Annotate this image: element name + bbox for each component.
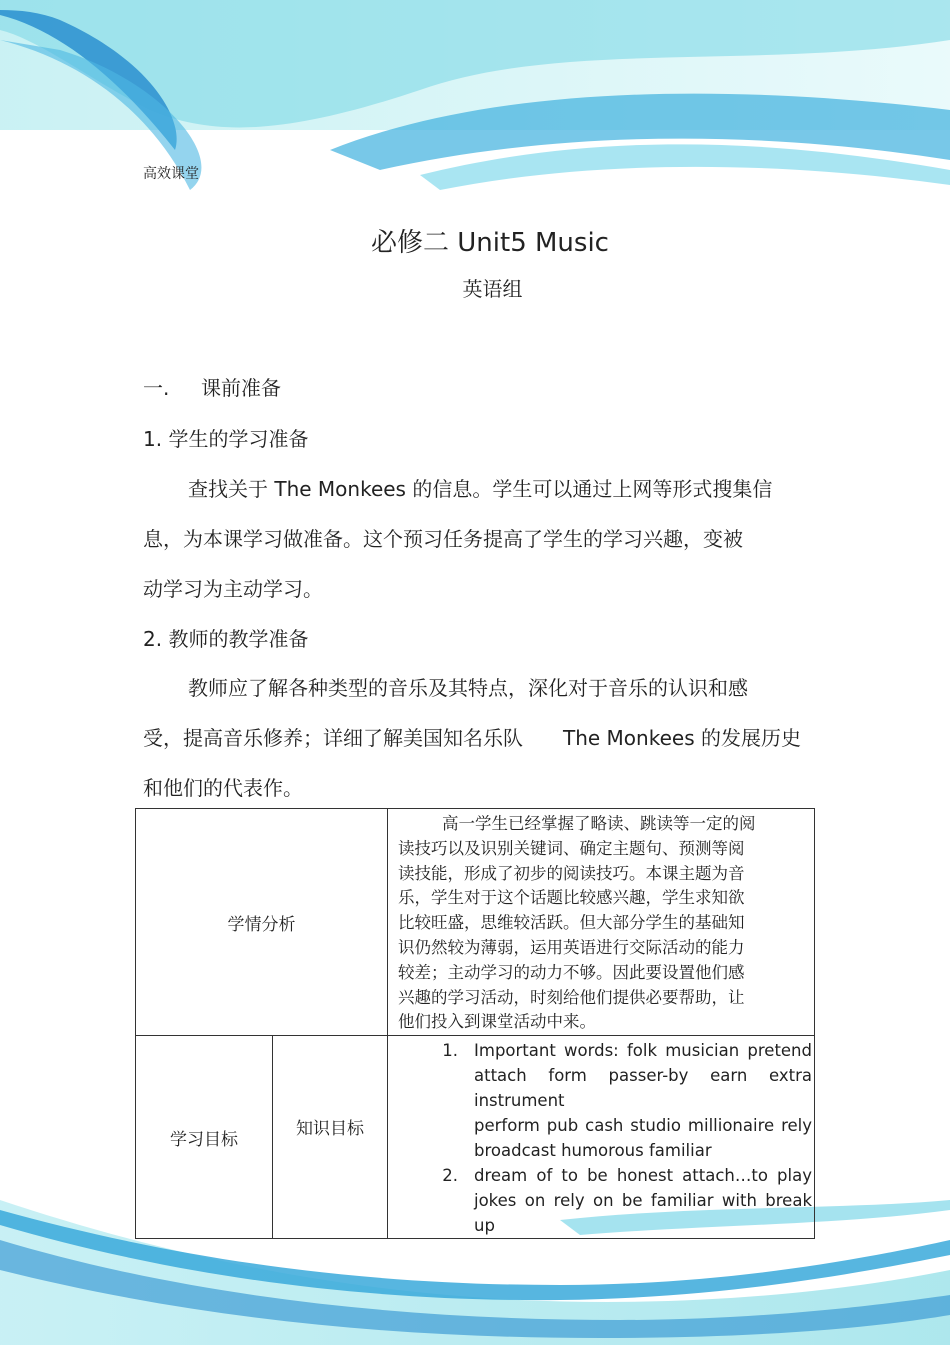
student-analysis-label: 学情分析: [136, 809, 388, 1036]
text-line: 高一学生已经掌握了略读、跳读等一定的阅: [442, 814, 756, 833]
sub-heading-1: 1. 学生的学习准备: [143, 427, 309, 451]
page-subtitle: 英语组: [462, 277, 523, 301]
text-line: dream of to be honest attach…to play: [474, 1166, 812, 1186]
text-line: attach form passer-by earn extra instrument: [474, 1066, 812, 1111]
paragraph-line: 教师应了解各种类型的音乐及其特点，深化对于音乐的认识和感: [188, 676, 748, 700]
paragraph-line: 息，为本课学习做准备。这个预习任务提高了学生的学习兴趣，变被: [143, 527, 743, 551]
table-row: [136, 1036, 815, 1239]
learning-goal-label: 学习目标: [136, 1036, 273, 1239]
text-line: 兴趣的学习活动，时刻给他们提供必要帮助，让: [398, 987, 745, 1007]
text-line: 读技巧以及识别关键词、确定主题句、预测等阅: [398, 838, 745, 858]
list-item-number: 2.: [442, 1166, 458, 1186]
text-line: up: [474, 1216, 495, 1236]
text-line: 读技能，形成了初步的阅读技巧。本课主题为音: [398, 863, 745, 883]
sub-heading-2: 2. 教师的教学准备: [143, 627, 309, 651]
list-item-number: 1.: [442, 1041, 458, 1061]
text-line: 乐，学生对于这个话题比较感兴趣，学生求知欲: [398, 888, 745, 908]
knowledge-goal-label: 知识目标: [273, 1036, 388, 1239]
list-item: [388, 1163, 812, 1238]
text-line: perform pub cash studio millionaire rely: [474, 1116, 812, 1136]
paragraph-line: 动学习为主动学习。: [143, 577, 323, 601]
text-line: 他们投入到课堂活动中来。: [398, 1012, 596, 1032]
paragraph-line: 和他们的代表作。: [143, 776, 303, 800]
text-line: 识仍然较为薄弱，运用英语进行交际活动的能力: [398, 937, 745, 957]
paragraph-line: 查找关于 The Monkees 的信息。学生可以通过上网等形式搜集信: [188, 477, 773, 501]
text-line: jokes on rely on be familiar with break: [474, 1191, 812, 1211]
header-label: 高效课堂: [143, 166, 199, 182]
knowledge-goal-list: [388, 1036, 814, 1238]
paragraph-line: [143, 722, 801, 751]
student-analysis-text: [388, 809, 814, 1035]
paragraph-segment: 受，提高音乐修养；详细了解美国知名乐队: [143, 726, 523, 750]
page-title: 必修二 Unit5 Music: [371, 228, 609, 258]
text-line: Important words: folk musician pretend: [474, 1041, 812, 1061]
text-line: 比较旺盛，思维较活跃。但大部分学生的基础知: [398, 913, 745, 933]
paragraph-segment: The Monkees 的发展历史: [563, 726, 801, 750]
table-row: [136, 809, 815, 1036]
lesson-analysis-table: [135, 808, 815, 1239]
list-item: [388, 1038, 812, 1163]
section-number: 一.: [143, 376, 170, 400]
text-line: broadcast humorous familiar: [474, 1141, 712, 1161]
section-title: 课前准备: [201, 376, 281, 400]
student-analysis-cell: [388, 809, 815, 1036]
text-line: 较差；主动学习的动力不够。因此要设置他们感: [398, 962, 745, 982]
section-heading: [143, 372, 281, 401]
knowledge-goal-cell: [388, 1036, 815, 1239]
